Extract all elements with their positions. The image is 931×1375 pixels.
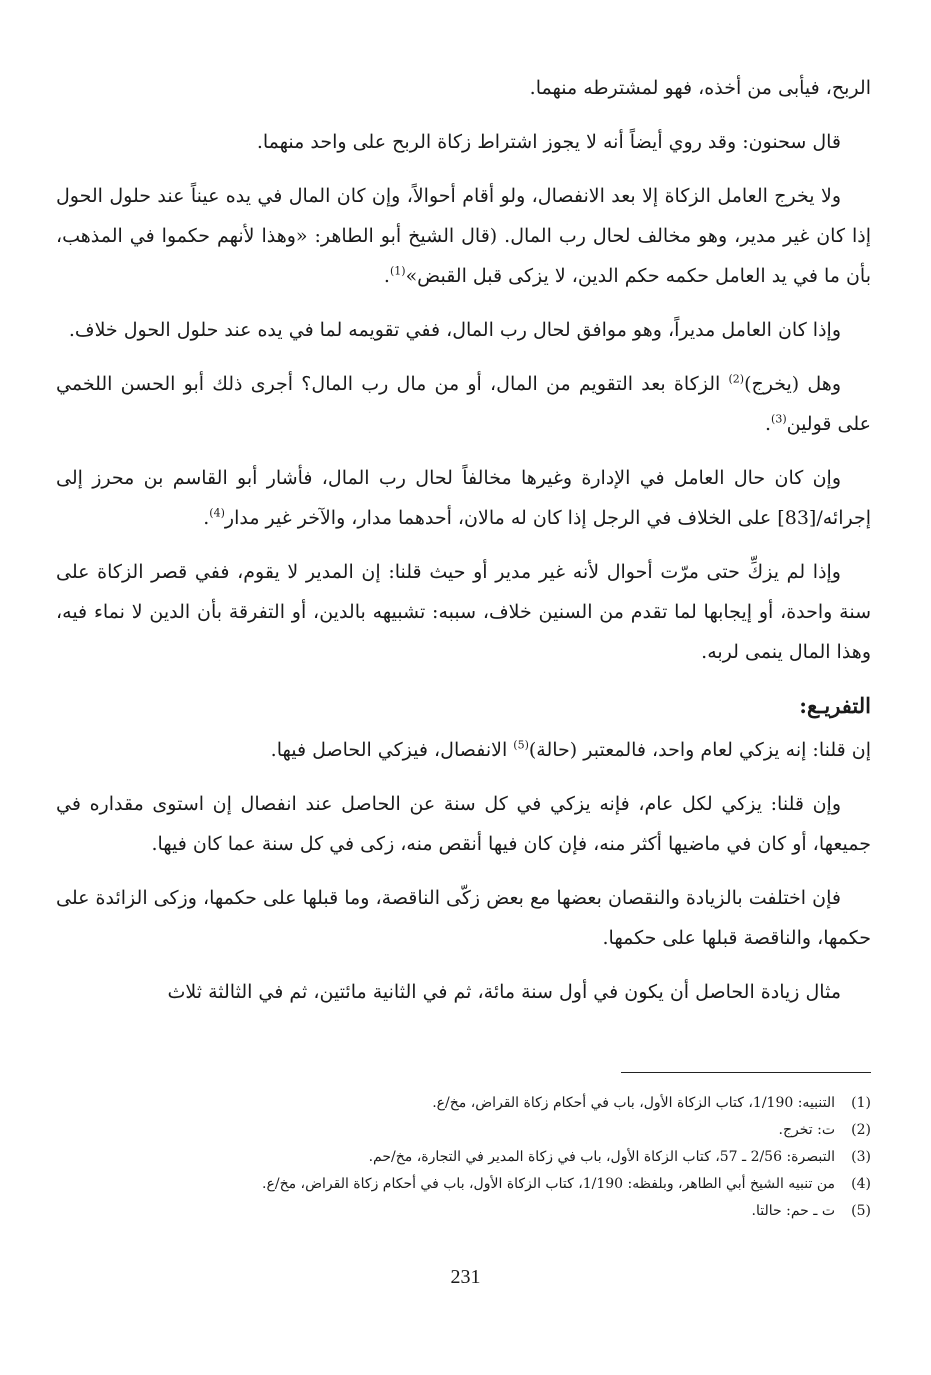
- paragraph: [56, 730, 871, 770]
- paragraph-text: إن قلنا: إنه يزكي لعام واحد، فالمعتبر (حالة): [528, 739, 871, 761]
- footnote: [56, 1090, 871, 1117]
- paragraph: [56, 878, 871, 958]
- paragraph: [56, 364, 871, 444]
- footnote-number: (3): [851, 1149, 871, 1165]
- footnote-text: من تنبيه الشيخ أبي الطاهر، وبلفظه: 1/190، كتاب الزكاة الأول، باب في أحكام زكاة القراض، مخ/ع.: [262, 1176, 835, 1192]
- paragraph: [56, 310, 871, 350]
- paragraph-text: .: [383, 265, 390, 287]
- footnote-marker: (2): [728, 372, 745, 386]
- footnote-number: (1): [851, 1095, 871, 1111]
- section-heading: التفريـع:: [799, 693, 871, 718]
- paragraph-text: .: [764, 413, 772, 435]
- paragraph-text: الانفصال، فيزكي الحاصل فيها.: [270, 739, 514, 761]
- footnote-marker: (5): [513, 738, 529, 752]
- paragraph: [56, 458, 871, 538]
- paragraph: [56, 784, 871, 864]
- footnote-text: ت ـ حم: حالتا.: [751, 1203, 835, 1219]
- paragraph-text: وهل (يخرج): [744, 373, 842, 395]
- paragraph-text: الربح، فيأبى من أخذه، فهو لمشترطه منهما.: [529, 77, 871, 99]
- paragraph-text: مثال زيادة الحاصل أن يكون في أول سنة مائة، ثم في الثانية مائتين، ثم في الثالثة ثلاث: [167, 981, 841, 1003]
- footnote-text: التنبيه: 1/190، كتاب الزكاة الأول، باب في أحكام زكاة القراض، مخ/ع.: [432, 1095, 835, 1111]
- paragraph: [56, 176, 871, 296]
- footnote: [56, 1171, 871, 1198]
- footnote-text: التبصرة: 2/56 ـ 57، كتاب الزكاة الأول، باب في زكاة المدير في التجارة، مخ/حم.: [368, 1149, 835, 1165]
- footnote-marker: (3): [771, 412, 787, 426]
- footnote-number: (4): [851, 1176, 871, 1192]
- footnote-text: ت: تخرج.: [778, 1122, 835, 1138]
- footnote-marker: (4): [209, 506, 225, 520]
- main-text: [56, 68, 871, 1026]
- paragraph-text: فإن اختلفت بالزيادة والنقصان بعضها مع بعض زكّى الناقصة، وما قبلها على حكمها، وزكى الزائدة على حكمها، والناقصة قبلها على حكمها.: [56, 887, 871, 949]
- paragraph-text: وإذا كان العامل مديراً، وهو موافق لحال رب المال، ففي تقويمه لما في يده عند حلول الحول خلاف.: [68, 319, 841, 341]
- footnote: [56, 1198, 871, 1225]
- paragraphs-before-heading: [56, 68, 871, 672]
- paragraph-text: وإن كان حال العامل في الإدارة وغيرها مخالفاً لحال رب المال، فأشار أبو القاسم بن محرز إلى إجرائه/[83] على الخلاف في الرجل إذا كان له مالان، أحدهما مدار، والآخر غير مدار: [56, 467, 871, 529]
- footnote: [56, 1144, 871, 1171]
- footnote-separator: [621, 1072, 871, 1073]
- paragraphs-after-heading: [56, 730, 871, 1012]
- paragraph: [56, 68, 871, 108]
- paragraph-text: الزكاة بعد التقويم من المال، أو من مال رب المال؟ أجرى ذلك أبو الحسن اللخمي على قولين: [56, 373, 871, 435]
- footnote: [56, 1117, 871, 1144]
- paragraph-text: وإن قلنا: يزكي لكل عام، فإنه يزكي في كل سنة عن الحاصل عند انفصال إن استوى مقداره في جميعها، أو كان في ماضيها أكثر منه، فإن كان فيها أنقص منه، زكى في كل سنة عما كان فيها.: [56, 793, 871, 855]
- page-number: 231: [450, 1266, 481, 1288]
- paragraph: [56, 972, 871, 1012]
- paragraph-text: قال سحنون: وقد روي أيضاً أنه لا يجوز اشتراط زكاة الربح على واحد منهما.: [256, 131, 841, 153]
- paragraph-text: وإذا لم يزكِّ حتى مرّت أحوال لأنه غير مدير أو حيث قلنا: إن المدير لا يقوم، ففي قصر الزكاة على سنة واحدة، أو إيجابها لما تقدم من السنين خلاف، سببه: تشبيهه بالدين، أو التفرقة بأن الدين لا نماء فيه، وهذا المال ينمى لربه.: [56, 561, 871, 663]
- footnote-marker: (1): [389, 264, 406, 278]
- paragraph: [56, 552, 871, 672]
- footnotes: [56, 1090, 871, 1225]
- footnote-number: (2): [851, 1122, 871, 1138]
- paragraph-text: ولا يخرج العامل الزكاة إلا بعد الانفصال، ولو أقام أحوالاً، وإن كان المال في يده عيناً عند حلول الحول إذا كان غير مدير، وهو مخالف لحال رب المال. (قال الشيخ أبو الطاهر: «وهذا لأنهم حكموا في المذهب، بأن ما في يد العامل حكمه حكم الدين، لا يزكى قبل القبض»: [56, 185, 871, 287]
- footnote-number: (5): [851, 1203, 871, 1219]
- paragraph-text: .: [203, 507, 210, 529]
- paragraph: [56, 122, 871, 162]
